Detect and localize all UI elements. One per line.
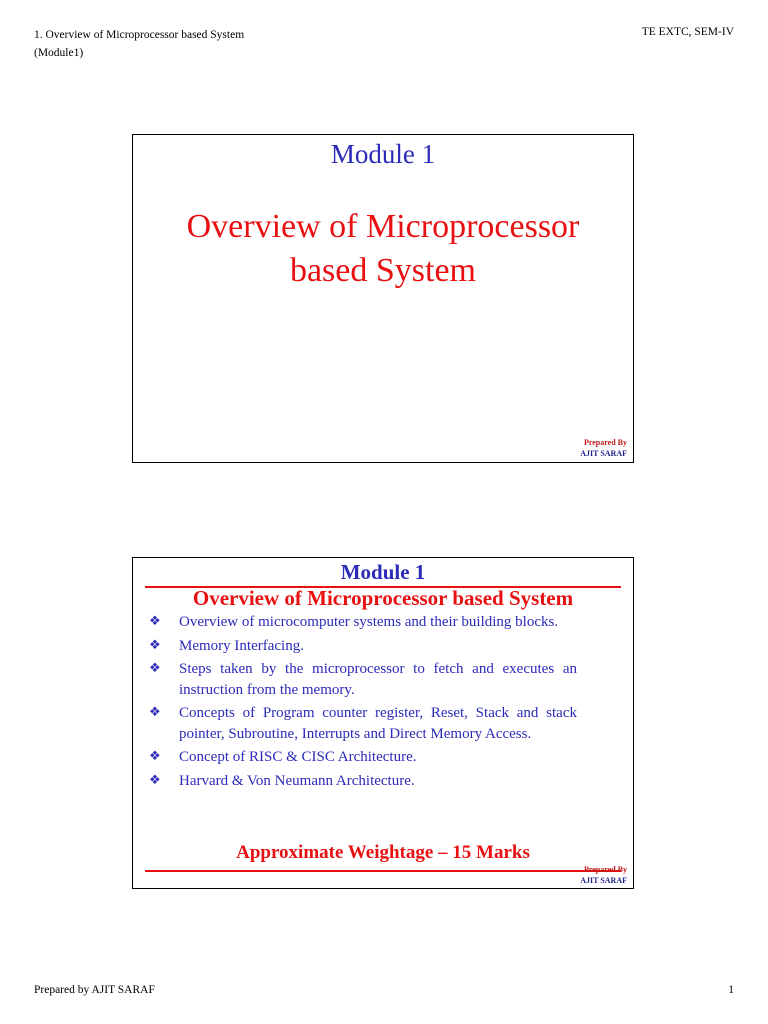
slide-1-main-title xyxy=(133,205,633,293)
list-item xyxy=(149,771,577,792)
header-title-line1: 1. Overview of Microprocessor based System xyxy=(34,29,245,41)
author-name: AJIT SARAF xyxy=(580,876,627,885)
page-number: 1 xyxy=(728,984,734,996)
bullet-text: Concept of RISC & CISC Architecture. xyxy=(179,749,417,765)
header-course-label: TE EXTC, SEM-IV xyxy=(641,26,734,38)
footer-prepared-by: Prepared by AJIT SARAF xyxy=(34,984,155,996)
slide-2-title: Overview of Microprocessor based System xyxy=(192,586,574,610)
list-item xyxy=(149,612,577,633)
bullet-text: Steps taken by the microprocessor to fetch and executes an instruction from the memory. xyxy=(179,661,577,698)
bullet-text: Concepts of Program counter register, Reset, Stack and stack pointer, Subroutine, Interrupts and Direct Memory Access. xyxy=(179,705,577,742)
list-item xyxy=(149,659,577,700)
author-name: AJIT SARAF xyxy=(580,449,627,458)
slide-1-module-heading: Module 1 xyxy=(330,139,436,169)
list-item xyxy=(149,747,577,768)
slide-2-module-heading: Module 1 xyxy=(340,560,426,584)
weightage-note: Approximate Weightage – 15 Marks xyxy=(236,842,530,863)
slide-1-prepared-by xyxy=(580,437,627,459)
bullet-text: Memory Interfacing. xyxy=(179,637,304,654)
prepared-by-label: Prepared By xyxy=(583,438,627,447)
diamond-bullet-icon: ❖ xyxy=(149,661,161,676)
slide-1-title-line2: based System xyxy=(289,252,477,289)
diamond-bullet-icon: ❖ xyxy=(149,749,161,764)
list-item xyxy=(149,636,577,657)
slide-2-prepared-by xyxy=(580,864,627,886)
topic-bullet-list xyxy=(149,612,577,794)
prepared-by-label: Prepared By xyxy=(583,865,627,874)
slide-2-syllabus xyxy=(132,557,634,889)
bullet-text: Harvard & Von Neumann Architecture. xyxy=(179,772,415,789)
bottom-divider xyxy=(145,870,621,872)
diamond-bullet-icon: ❖ xyxy=(149,772,161,788)
diamond-bullet-icon: ❖ xyxy=(149,705,161,720)
diamond-bullet-icon: ❖ xyxy=(149,637,161,653)
page-header-title xyxy=(34,26,244,62)
diamond-bullet-icon: ❖ xyxy=(149,614,161,629)
list-item xyxy=(149,703,577,744)
bullet-text: Overview of microcomputer systems and their building blocks. xyxy=(179,614,559,630)
slide-1-title-line1: Overview of Microprocessor xyxy=(186,208,580,245)
header-title-line2: (Module1) xyxy=(34,47,84,59)
slide-1-title xyxy=(132,134,634,463)
